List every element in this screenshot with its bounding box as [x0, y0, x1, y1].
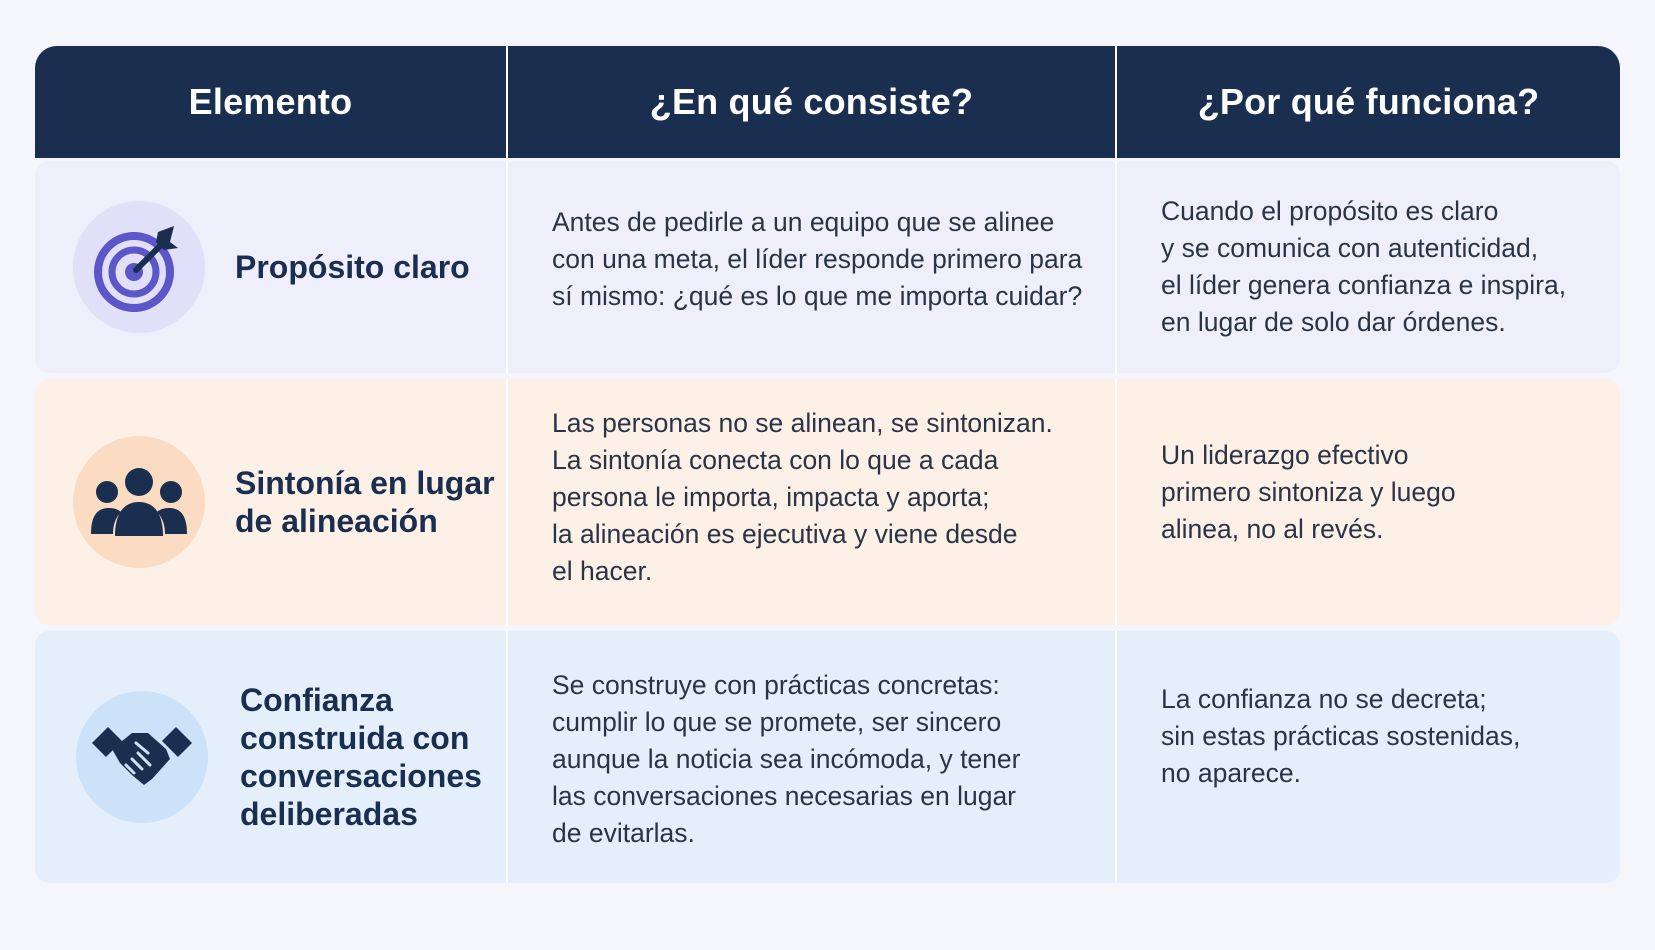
table-row-confianza: [35, 631, 1620, 883]
handshake-icon: [76, 691, 208, 823]
table-row-sintonia: [35, 379, 1620, 625]
funciona-text: Un liderazgo efectivo primero sintoniza y luego alinea, no al revés.: [1115, 379, 1620, 625]
element-cell: [35, 161, 506, 373]
table-header: [35, 46, 1620, 158]
header-funciona: ¿Por qué funciona?: [1115, 46, 1620, 158]
funciona-text: Cuando el propósito es claro y se comunica con autenticidad, el líder genera confianza e inspira, en lugar de solo dar órdenes.: [1115, 161, 1620, 373]
element-name: Confianza construida con conversaciones deliberadas: [240, 682, 482, 832]
consiste-text: Se construye con prácticas concretas: cumplir lo que se promete, ser sincero aunque la noticia sea incómoda, y tener las conversaciones necesarias en lugar de evitarlas.: [506, 631, 1115, 883]
element-cell: [35, 631, 506, 883]
header-elemento: Elemento: [188, 81, 353, 122]
funciona-text: La confianza no se decreta; sin estas prácticas sostenidas, no aparece.: [1115, 631, 1620, 883]
target-icon: [73, 201, 205, 333]
comparison-table: [35, 46, 1620, 894]
consiste-text: Las personas no se alinean, se sintonizan. La sintonía conecta con lo que a cada persona le importa, impacta y aporta; la alineación es ejecutiva y viene desde el hacer.: [506, 379, 1115, 625]
consiste-text: Antes de pedirle a un equipo que se alinee con una meta, el líder responde primero para sí mismo: ¿qué es lo que me importa cuidar?: [506, 161, 1115, 373]
table-row-proposito: [35, 161, 1620, 373]
header-consiste: ¿En qué consiste?: [506, 46, 1115, 158]
element-name: Sintonía en lugar de alineación: [235, 465, 495, 539]
element-name: Propósito claro: [235, 249, 470, 285]
element-cell: [35, 379, 506, 625]
people-group-icon: [73, 436, 205, 568]
